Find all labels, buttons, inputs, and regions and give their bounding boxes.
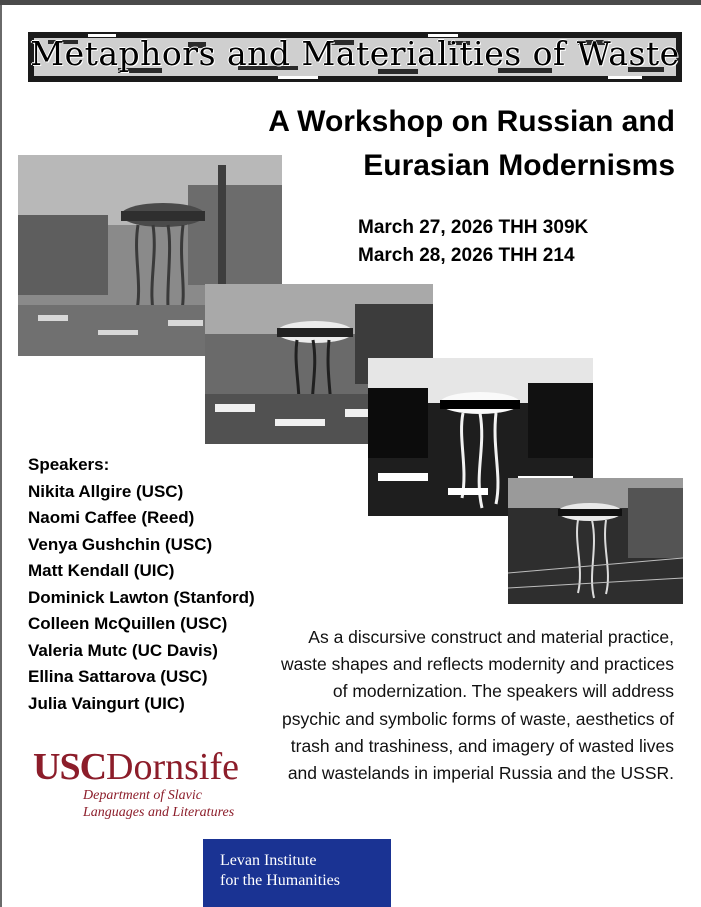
levan-line: for the Humanities — [220, 872, 340, 889]
date-line: March 28, 2026 THH 214 — [358, 245, 575, 266]
speaker-item: Ellina Sattarova (USC) — [28, 667, 208, 686]
levan-line: Levan Institute — [220, 852, 317, 869]
subtitle-line: A Workshop on Russian and — [268, 105, 675, 138]
department-line: Department of Slavic — [83, 788, 202, 803]
speaker-item: Matt Kendall (UIC) — [28, 561, 175, 580]
speaker-item: Nikita Allgire (USC) — [28, 481, 184, 501]
poster-title: Metaphors and Materialities of Waste — [30, 34, 680, 73]
speaker-item: Venya Gushchin (USC) — [28, 534, 213, 554]
subtitle-line: Eurasian Modernisms — [363, 149, 675, 182]
window-top-border — [0, 0, 701, 5]
event-dates — [358, 214, 588, 270]
speaker-item: Dominick Lawton (Stanford) — [28, 587, 255, 607]
window-left-border — [0, 5, 2, 907]
poster-subtitle — [268, 100, 675, 188]
department-line: Languages and Literatures — [83, 805, 235, 820]
title-banner — [28, 28, 682, 86]
usc-wordmark: USC — [33, 746, 107, 788]
speaker-item: Julia Vaingurt (UIC) — [28, 693, 185, 713]
speaker-item: Naomi Caffee (Reed) — [28, 508, 195, 527]
speaker-item: Valeria Mutc (UC Davis) — [28, 640, 218, 660]
speakers-heading: Speakers: — [28, 455, 110, 474]
workshop-description: As a discursive construct and material practice, waste shapes and reflects modernity and practices of modernization. The speakers will address psychic and symbolic forms of waste, aesthetics of trash and trashiness, and imagery of wasted lives and wastelands in imperial Russia and the USSR. — [281, 627, 674, 784]
speakers-list — [28, 452, 255, 717]
speaker-item: Colleen McQuillen (USC) — [28, 614, 228, 633]
dornsife-wordmark: Dornsife — [106, 746, 239, 788]
usc-dornsife-logo — [33, 747, 283, 827]
department-name — [83, 787, 283, 821]
levan-institute-logo — [203, 839, 391, 907]
date-line: March 27, 2026 THH 309K — [358, 217, 589, 238]
factory-photo-4 — [508, 478, 683, 604]
